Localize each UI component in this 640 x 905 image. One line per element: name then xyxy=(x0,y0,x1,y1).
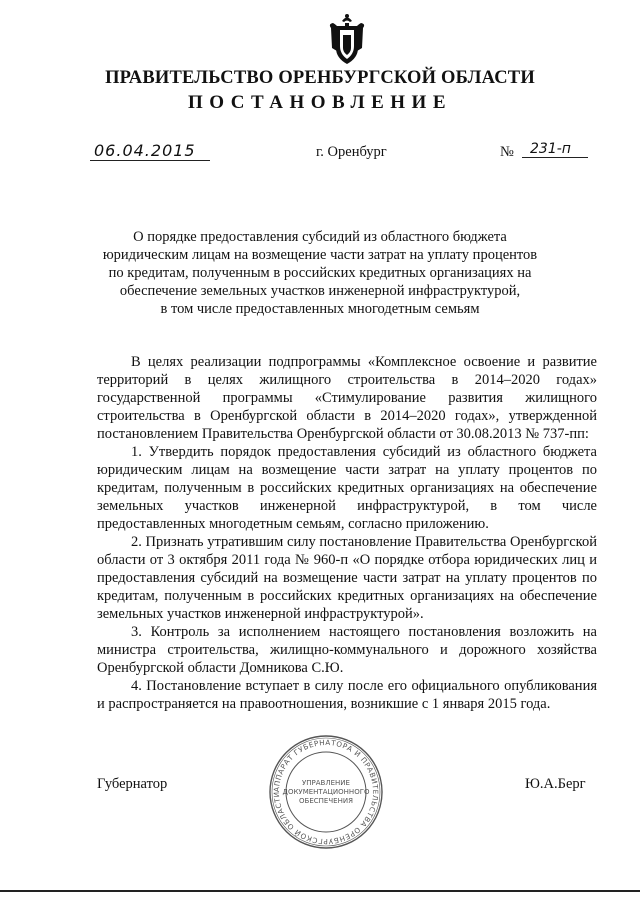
stamp-center-line: ДОКУМЕНТАЦИОННОГО xyxy=(282,788,370,796)
document-type: ПОСТАНОВЛЕНИЕ xyxy=(187,92,453,113)
document-title xyxy=(100,228,540,318)
stamp-center-line: ОБЕСПЕЧЕНИЯ xyxy=(299,797,353,805)
number-label: № xyxy=(500,144,514,160)
stamp-center-line: УПРАВЛЕНИЕ xyxy=(302,779,350,787)
document-body xyxy=(97,353,597,713)
signer-position: Губернатор xyxy=(97,776,168,792)
title-line: по кредитам, полученным в российских кредитных организациях на xyxy=(108,265,532,281)
coat-of-arms-icon xyxy=(326,12,368,68)
bottom-rule xyxy=(0,890,640,892)
document-date: 06.04.2015 xyxy=(90,141,210,161)
official-stamp xyxy=(268,734,384,850)
organization-name: ПРАВИТЕЛЬСТВО ОРЕНБУРГСКОЙ ОБЛАСТИ xyxy=(105,68,535,88)
signer-name: Ю.А.Берг xyxy=(525,776,586,792)
stamp-ring-text: АППАРАТ ГУБЕРНАТОРА И ПРАВИТЕЛЬСТВА ОРЕНБУРГСКОЙ ОБЛАСТИ xyxy=(271,737,381,847)
clause-2: 2. Признать утратившим силу постановление Правительства Оренбургской области от 3 октября 2011 года № 960-п «О порядке отбора юридических лиц и предоставления субсидий на возмещение части затрат на уплату процентов по кредитам, полученным в российских кредитных организациях на обеспечение земельных участков инженерной инфраструктурой». xyxy=(97,534,597,622)
title-line: юридическим лицам на возмещение части затрат на уплату процентов xyxy=(102,247,538,263)
title-line: О порядке предоставления субсидий из областного бюджета xyxy=(133,229,507,245)
clause-3: 3. Контроль за исполнением настоящего постановления возложить на министра строительства, жилищно-коммунального и дорожного хозяйства Оренбургской области Домникова С.Ю. xyxy=(97,624,597,676)
title-line: обеспечение земельных участков инженерной инфраструктурой, xyxy=(119,283,521,299)
clause-4: 4. Постановление вступает в силу после его официального опубликования и распространяется на правоотношения, возникшие с 1 января 2015 года. xyxy=(97,678,597,712)
title-line: в том числе предоставленных многодетным семьям xyxy=(160,301,480,317)
clause-1: 1. Утвердить порядок предоставления субсидий из областного бюджета юридическим лицам на возмещение части затрат на уплату процентов по кредитам, полученным в российских кредитных организациях на обеспечение земельных участков инженерной инфраструктурой, в том числе предоставленных многодетным семьям, согласно приложению. xyxy=(97,444,597,532)
preamble-paragraph: В целях реализации подпрограммы «Комплексное освоение и развитие территорий в целях жилищного строительства в 2014–2020 годах» государственной программы «Стимулирование развития жилищного строительства в Оренбургской области в 2014–2020 годах», утвержденной постановлением Правительства Оренбургской области от 30.08.2013 № 737-пп: xyxy=(97,354,597,442)
document-meta xyxy=(0,141,640,168)
document-city: г. Оренбург xyxy=(316,144,387,160)
document-number: 231-п xyxy=(522,141,588,158)
